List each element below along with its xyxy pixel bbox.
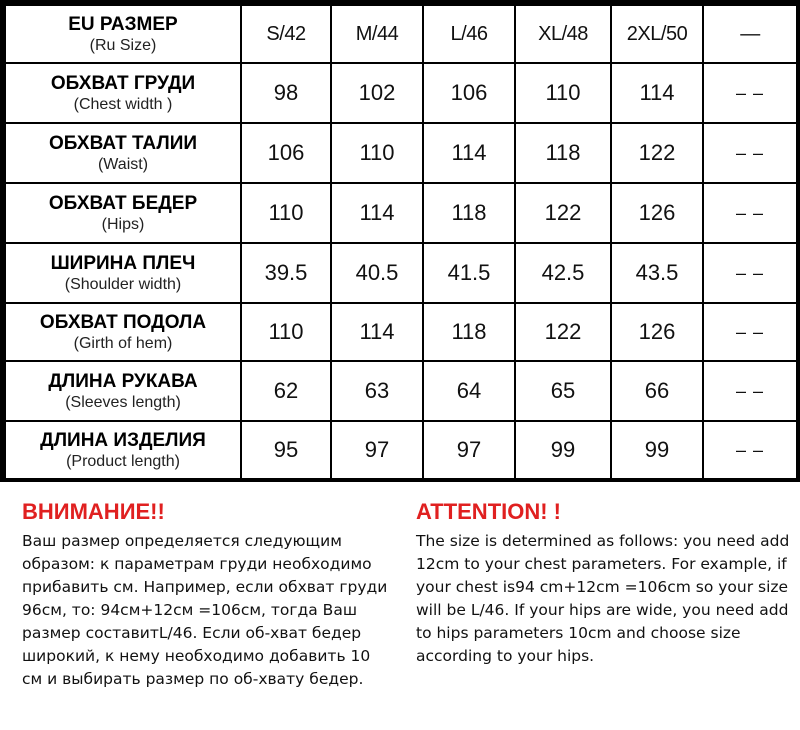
size-value: 62 — [241, 361, 331, 421]
header-label-cell — [5, 5, 241, 63]
size-value: 110 — [241, 183, 331, 243]
empty-value: – – — [703, 63, 797, 123]
size-value: 118 — [515, 123, 611, 183]
empty-value: – – — [703, 421, 797, 479]
attention-text-en: The size is determined as follows: you need add 12cm to your chest parameters. For example, if your chest is94 cm+12cm =106cm so your size will be L/46. If your hips are wide, you need add to hips parameters 10cm and choose size according to your hips. — [416, 532, 790, 665]
size-header: S/42 — [241, 5, 331, 63]
row-label-ru: ДЛИНА РУКАВА — [48, 370, 198, 392]
size-header: XL/48 — [515, 5, 611, 63]
row-label-ru: ОБХВАТ ГРУДИ — [50, 72, 196, 94]
size-value: 126 — [611, 303, 703, 361]
row-label-en: (Chest width ) — [73, 95, 173, 113]
row-label-cell — [5, 63, 241, 123]
size-value: 110 — [241, 303, 331, 361]
size-value: 102 — [331, 63, 423, 123]
size-header: — — [703, 5, 797, 63]
row-label-en: (Waist) — [97, 155, 149, 173]
size-value: 65 — [515, 361, 611, 421]
size-header: 2XL/50 — [611, 5, 703, 63]
empty-value: – – — [703, 123, 797, 183]
header-label-en: (Ru Size) — [89, 36, 157, 54]
size-value: 118 — [423, 303, 515, 361]
size-value: 114 — [423, 123, 515, 183]
row-label-ru: ДЛИНА ИЗДЕЛИЯ — [40, 429, 206, 451]
attention-text-ru: Ваш размер определяется следующим образом: к параметрам груди необходимо прибавить см. Например, если обхват груди 96см, то: 94см+12см =106см, тогда Ваш размер составитL/46. Если об-хват бедер широкий, к нему необходимо добавить 10 см и выбирать размер по об-хвату бедер. — [22, 532, 388, 688]
row-label-cell — [5, 361, 241, 421]
size-value: 43.5 — [611, 243, 703, 303]
size-value: 122 — [515, 303, 611, 361]
size-value: 64 — [423, 361, 515, 421]
table-row — [5, 123, 797, 183]
size-value: 126 — [611, 183, 703, 243]
size-value: 99 — [611, 421, 703, 479]
table-row — [5, 63, 797, 123]
size-value: 41.5 — [423, 243, 515, 303]
size-value: 106 — [241, 123, 331, 183]
size-value: 114 — [611, 63, 703, 123]
size-value: 106 — [423, 63, 515, 123]
size-value: 42.5 — [515, 243, 611, 303]
size-value: 40.5 — [331, 243, 423, 303]
table-row — [5, 183, 797, 243]
size-value: 98 — [241, 63, 331, 123]
table-row — [5, 303, 797, 361]
table-row — [5, 421, 797, 479]
row-label-en: (Shoulder width) — [64, 275, 182, 293]
row-label-cell — [5, 421, 241, 479]
row-label-ru: ОБХВАТ ПОДОЛА — [39, 311, 207, 333]
row-label-en: (Hips) — [101, 215, 145, 233]
attention-title-en: ATTENTION! ! — [416, 499, 562, 524]
row-label-cell — [5, 243, 241, 303]
row-label-en: (Product length) — [66, 452, 180, 470]
size-header: M/44 — [331, 5, 423, 63]
size-value: 122 — [611, 123, 703, 183]
row-label-ru: ШИРИНА ПЛЕЧ — [50, 252, 196, 274]
row-label-cell — [5, 183, 241, 243]
size-chart-table — [4, 4, 798, 480]
size-value: 99 — [515, 421, 611, 479]
row-label-en: (Sleeves length) — [65, 393, 181, 411]
row-label-en: (Girth of hem) — [73, 334, 173, 352]
table-row — [5, 243, 797, 303]
attention-note-ru — [22, 498, 392, 691]
size-value: 97 — [331, 421, 423, 479]
size-value: 95 — [241, 421, 331, 479]
row-label-cell — [5, 123, 241, 183]
empty-value: – – — [703, 361, 797, 421]
size-value: 114 — [331, 183, 423, 243]
size-value: 97 — [423, 421, 515, 479]
size-value: 118 — [423, 183, 515, 243]
empty-value: – – — [703, 183, 797, 243]
size-value: 66 — [611, 361, 703, 421]
row-label-ru: ОБХВАТ ТАЛИИ — [48, 132, 198, 154]
empty-value: – – — [703, 303, 797, 361]
size-value: 39.5 — [241, 243, 331, 303]
attention-title-ru: ВНИМАНИЕ!! — [22, 499, 165, 524]
header-label-ru: EU РАЗМЕР — [68, 13, 178, 35]
row-label-ru: ОБХВАТ БЕДЕР — [48, 192, 198, 214]
row-label-cell — [5, 303, 241, 361]
size-value: 114 — [331, 303, 423, 361]
empty-value: – – — [703, 243, 797, 303]
size-value: 110 — [515, 63, 611, 123]
size-value: 110 — [331, 123, 423, 183]
size-value: 122 — [515, 183, 611, 243]
table-row — [5, 361, 797, 421]
attention-note-en — [416, 498, 798, 668]
size-value: 63 — [331, 361, 423, 421]
header-row — [5, 5, 797, 63]
size-header: L/46 — [423, 5, 515, 63]
